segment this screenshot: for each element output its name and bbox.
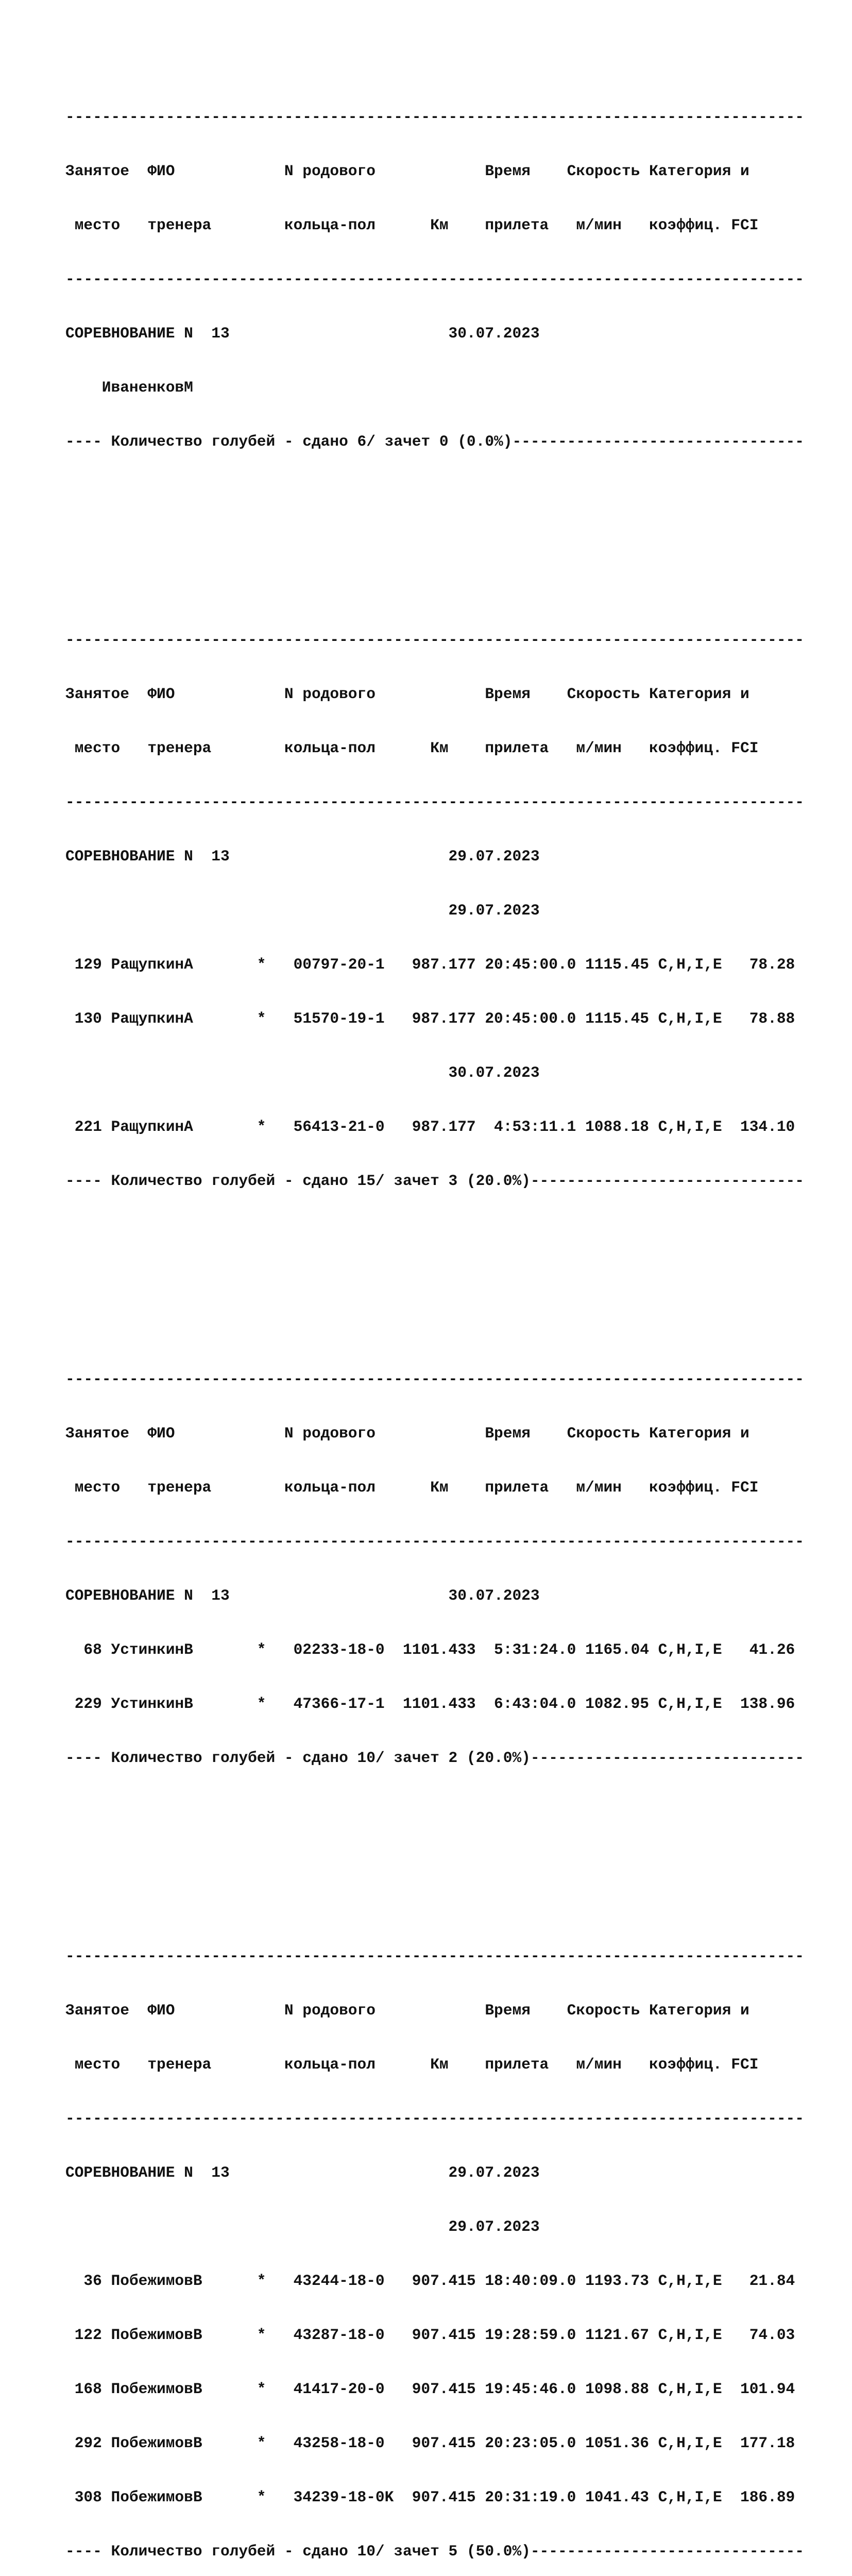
competition-line: СОРЕВНОВАНИЕ N 13 30.07.2023: [65, 1587, 540, 1604]
fancier-name-line: ИваненковМ: [65, 379, 193, 396]
competition-line: СОРЕВНОВАНИЕ N 13 29.07.2023: [65, 2164, 540, 2181]
column-header-row-2: место тренера кольца-пол Км прилета м/мин коэффиц. FCI: [65, 1479, 759, 1496]
results-report: [65, 36, 838, 2576]
block-spacer: [65, 1262, 838, 1280]
separator-line: ---------------------------------------------------------------------------------: [65, 1947, 804, 1965]
column-header-row-1: Занятое ФИО N родового Время Скорость Категория и: [65, 162, 749, 180]
result-row: 68 УстинкинВ * 02233-18-0 1101.433 5:31:24.0 1165.04 C,H,I,E 41.26: [65, 1641, 795, 1658]
date-line: 29.07.2023: [65, 2218, 540, 2235]
result-row: 308 ПобежимовВ * 34239-18-0K 907.415 20:31:19.0 1041.43 C,H,I,E 186.89: [65, 2488, 795, 2506]
column-header-row-1: Занятое ФИО N родового Время Скорость Категория и: [65, 2002, 749, 2019]
report-block-pobezhimov: [65, 1911, 838, 2576]
summary-line: ---- Количество голубей - сдано 6/ зачет 0 (0.0%)--------------------------------: [65, 433, 804, 450]
date-line: 30.07.2023: [65, 1064, 540, 1081]
block-spacer: [65, 523, 838, 541]
separator-line: ---------------------------------------------------------------------------------: [65, 1533, 804, 1550]
column-header-row-2: место тренера кольца-пол Км прилета м/мин коэффиц. FCI: [65, 739, 759, 757]
result-row: 168 ПобежимовВ * 41417-20-0 907.415 19:45:46.0 1098.88 C,H,I,E 101.94: [65, 2380, 795, 2398]
result-row: 229 УстинкинВ * 47366-17-1 1101.433 6:43:04.0 1082.95 C,H,I,E 138.96: [65, 1695, 795, 1713]
separator-line: ---------------------------------------------------------------------------------: [65, 2110, 804, 2127]
separator-line: ---------------------------------------------------------------------------------: [65, 631, 804, 649]
report-block-rashchupkin: [65, 595, 838, 1226]
separator-line: ---------------------------------------------------------------------------------: [65, 1370, 804, 1388]
report-block-ivanenkov: [65, 72, 838, 487]
column-header-row-1: Занятое ФИО N родового Время Скорость Категория и: [65, 685, 749, 703]
summary-line: ---- Количество голубей - сдано 10/ зачет 5 (50.0%)------------------------------: [65, 2543, 804, 2560]
separator-line: ---------------------------------------------------------------------------------: [65, 270, 804, 288]
result-row: 130 РащупкинА * 51570-19-1 987.177 20:45:00.0 1115.45 C,H,I,E 78.88: [65, 1010, 795, 1027]
block-spacer: [65, 1839, 838, 1857]
competition-line: СОРЕВНОВАНИЕ N 13 30.07.2023: [65, 325, 540, 342]
result-row: 221 РащупкинА * 56413-21-0 987.177 4:53:11.1 1088.18 C,H,I,E 134.10: [65, 1118, 795, 1136]
report-block-ustinkin: [65, 1334, 838, 1803]
date-line: 29.07.2023: [65, 902, 540, 919]
result-row: 36 ПобежимовВ * 43244-18-0 907.415 18:40:09.0 1193.73 C,H,I,E 21.84: [65, 2272, 795, 2290]
column-header-row-2: место тренера кольца-пол Км прилета м/мин коэффиц. FCI: [65, 216, 759, 234]
summary-line: ---- Количество голубей - сдано 15/ зачет 3 (20.0%)------------------------------: [65, 1172, 804, 1190]
separator-line: ---------------------------------------------------------------------------------: [65, 108, 804, 126]
competition-line: СОРЕВНОВАНИЕ N 13 29.07.2023: [65, 848, 540, 865]
result-row: 122 ПобежимовВ * 43287-18-0 907.415 19:28:59.0 1121.67 C,H,I,E 74.03: [65, 2326, 795, 2344]
separator-line: ---------------------------------------------------------------------------------: [65, 793, 804, 811]
summary-line: ---- Количество голубей - сдано 10/ зачет 2 (20.0%)------------------------------: [65, 1749, 804, 1767]
column-header-row-2: место тренера кольца-пол Км прилета м/мин коэффиц. FCI: [65, 2056, 759, 2073]
column-header-row-1: Занятое ФИО N родового Время Скорость Категория и: [65, 1425, 749, 1442]
result-row: 292 ПобежимовВ * 43258-18-0 907.415 20:23:05.0 1051.36 C,H,I,E 177.18: [65, 2434, 795, 2452]
result-row: 129 РащупкинА * 00797-20-1 987.177 20:45:00.0 1115.45 C,H,I,E 78.28: [65, 956, 795, 973]
